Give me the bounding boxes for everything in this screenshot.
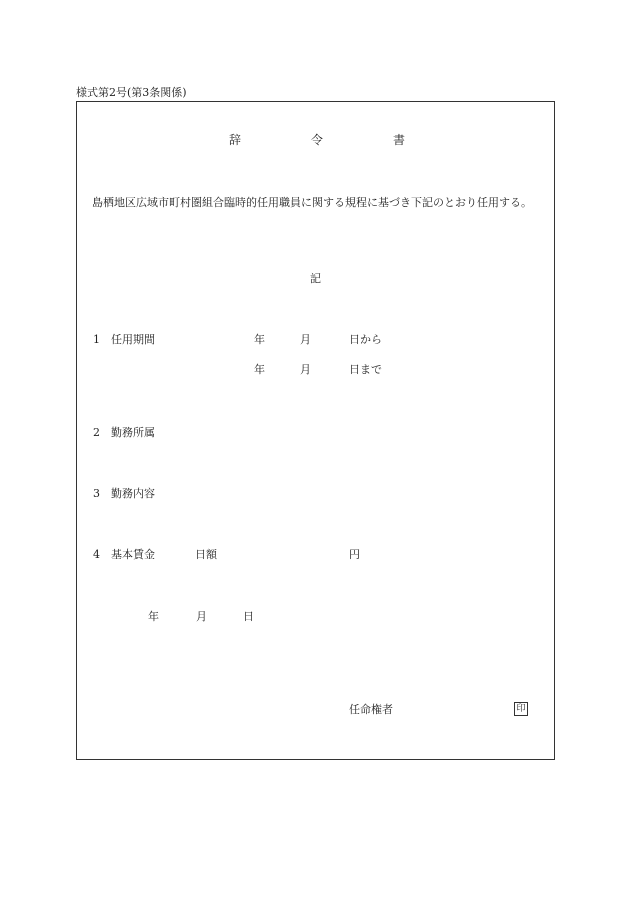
item-label: 勤務所属 bbox=[111, 426, 155, 439]
to-month: 月 bbox=[300, 363, 311, 376]
date-month: 月 bbox=[196, 610, 207, 623]
from-year: 年 bbox=[254, 333, 265, 346]
item-number: 2 bbox=[93, 426, 100, 439]
appointer-label: 任命権者 bbox=[349, 703, 393, 716]
item-number: 4 bbox=[93, 548, 100, 561]
ki-heading: 記 bbox=[310, 272, 321, 285]
item-number: 3 bbox=[93, 487, 100, 500]
item-label: 任用期間 bbox=[111, 333, 155, 346]
to-day: 日まで bbox=[349, 363, 382, 376]
from-day: 日から bbox=[349, 333, 382, 346]
title-char-1: 辞 bbox=[229, 133, 242, 147]
wage-type: 日額 bbox=[195, 548, 217, 561]
item-label: 勤務内容 bbox=[111, 487, 155, 500]
item-number: 1 bbox=[93, 333, 100, 346]
appointment-statement: 島栖地区広域市町村圏組合臨時的任用職員に関する規程に基づき下記のとおり任用する。 bbox=[92, 196, 532, 209]
form-label: 様式第2号(第3条関係) bbox=[76, 86, 187, 99]
date-day: 日 bbox=[243, 610, 254, 623]
item-label: 基本賃金 bbox=[111, 548, 155, 561]
to-year: 年 bbox=[254, 363, 265, 376]
from-month: 月 bbox=[300, 333, 311, 346]
seal-mark: 印 bbox=[514, 702, 528, 716]
title-char-2: 令 bbox=[311, 133, 324, 147]
date-year: 年 bbox=[148, 610, 159, 623]
wage-unit: 円 bbox=[349, 548, 360, 561]
title-char-3: 書 bbox=[393, 133, 406, 147]
